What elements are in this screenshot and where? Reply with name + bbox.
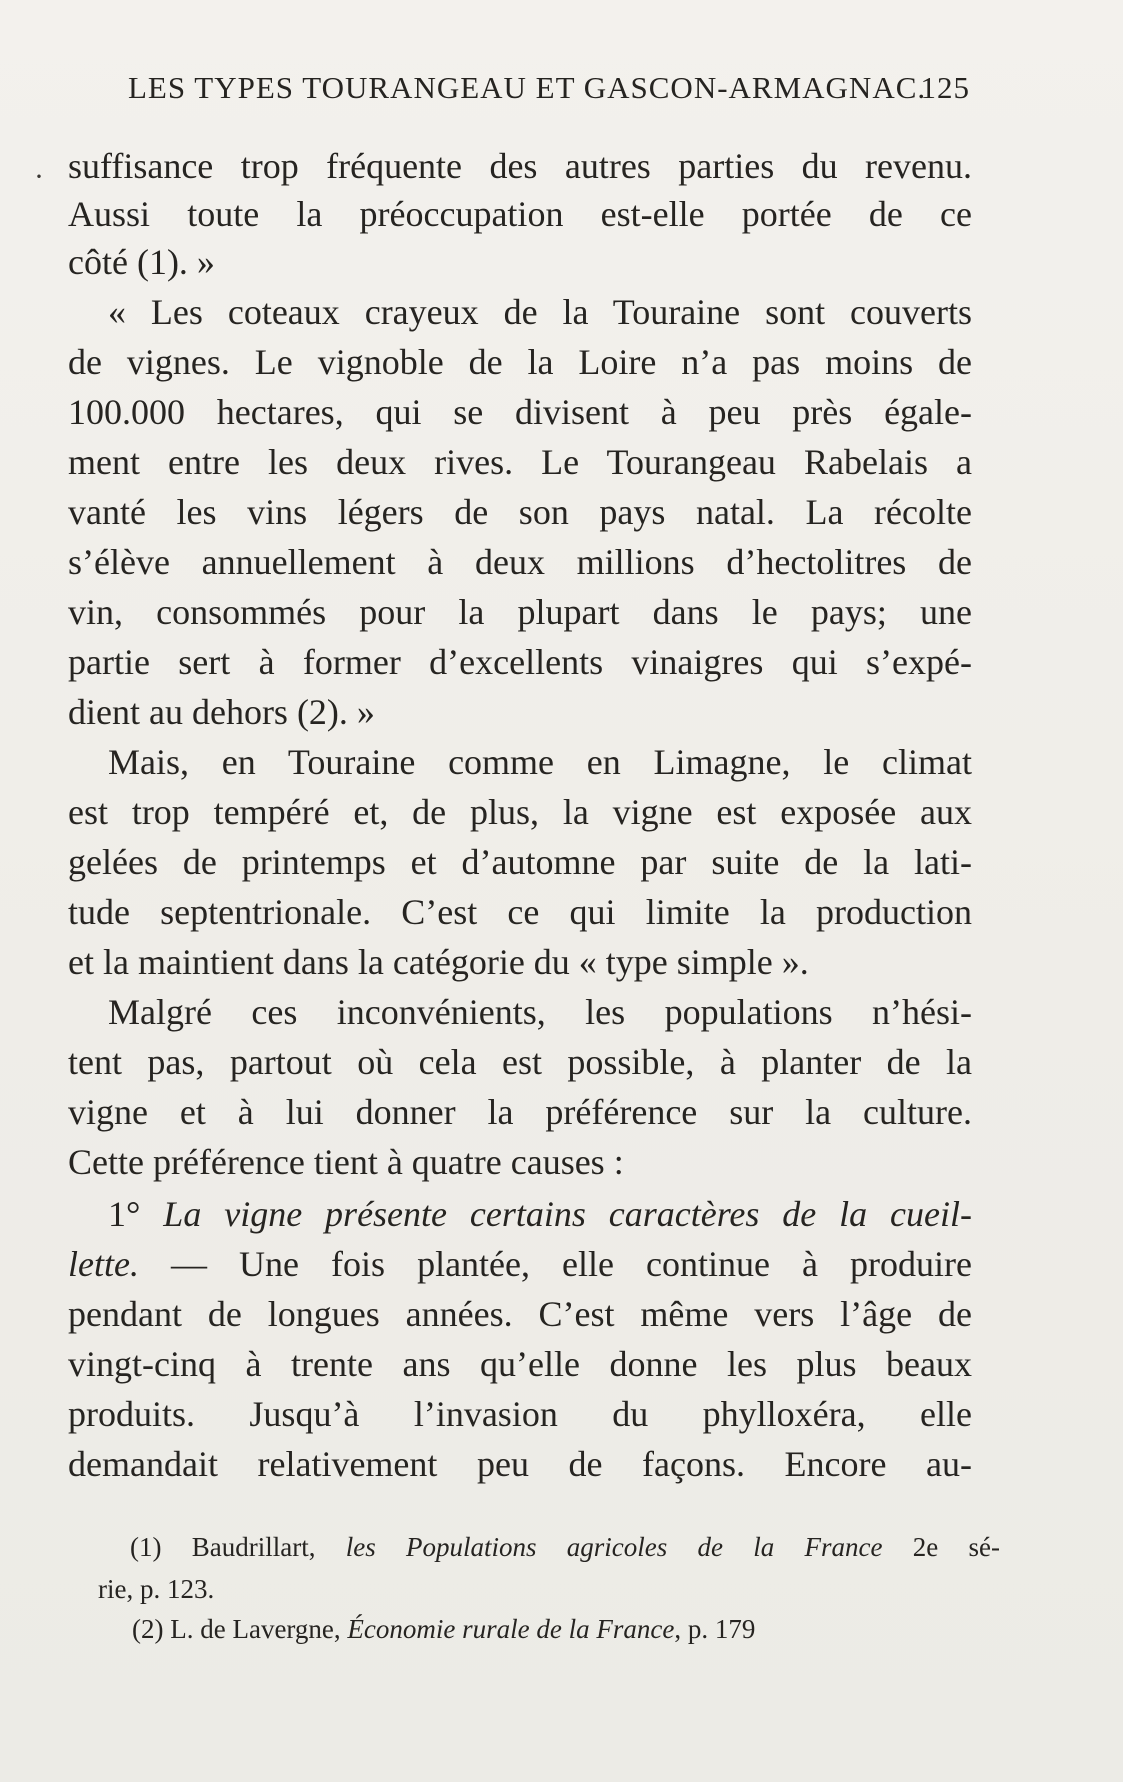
text-line: pendant de longues années. C’est même vers l’âge de [68,1294,972,1334]
text-line: « Les coteaux crayeux de la Touraine sont couverts [108,292,972,332]
cause-title: La vigne présente certains caractères de la cueil- [163,1194,972,1234]
footnote-rest: , p. 179 [674,1614,756,1644]
cause-number: 1° [108,1194,141,1234]
text-line: dient au dehors (2). » [68,692,375,732]
text-line: vanté les vins légers de son pays natal. La récolte [68,492,972,532]
text-line: tent pas, partout où cela est possible, à planter de la [68,1042,972,1082]
text-line: vingt-cinq à trente ans qu’elle donne les plus beaux [68,1344,972,1384]
margin-mark: · [34,160,44,193]
footnote-rest: 2e sé- [912,1532,1000,1562]
text-line: côté (1). » [68,242,215,282]
cause-text: — Une fois plantée, elle continue à produire [171,1244,972,1284]
footnote-2 [132,1616,755,1643]
cause-text-line [68,1246,972,1282]
text-line: tude septentrionale. C’est ce qui limite la production [68,892,972,932]
text-line: produits. Jusqu’à l’invasion du phylloxéra, elle [68,1394,972,1434]
text-line: Cette préférence tient à quatre causes : [68,1142,624,1182]
text-line: ment entre les deux rives. Le Tourangeau Rabelais a [68,442,972,482]
footnote-title: Économie rurale de la France [347,1614,675,1644]
footnote-author: Baudrillart, [191,1532,316,1562]
footnote-mark: (2) [132,1614,164,1644]
page-number: 125 [920,70,970,105]
text-line: Malgré ces inconvénients, les populations n’hési- [108,992,972,1032]
text-line: vigne et à lui donner la préférence sur la culture. [68,1092,972,1132]
text-line: s’élève annuellement à deux millions d’hectolitres de [68,542,972,582]
cause-title-cont: lette. [68,1244,139,1284]
running-header [128,70,970,112]
footnote-mark: (1) [130,1532,162,1562]
cause-heading-line [108,1196,972,1232]
running-title: LES TYPES TOURANGEAU ET GASCON-ARMAGNAC. [128,70,927,105]
text-line: gelées de printemps et d’automne par suite de la lati- [68,842,972,882]
text-line: partie sert à former d’excellents vinaigres qui s’expé- [68,642,972,682]
text-line: vin, consommés pour la plupart dans le pays; une [68,592,972,632]
footnote-1 [130,1534,1000,1561]
text-line: et la maintient dans la catégorie du « type simple ». [68,942,809,982]
text-line: Mais, en Touraine comme en Limagne, le climat [108,742,972,782]
text-line: suffisance trop fréquente des autres parties du revenu. [68,146,972,186]
footnote-1-continued: rie, p. 123. [98,1574,215,1604]
text-line: demandait relativement peu de façons. Encore au- [68,1444,972,1484]
text-line: 100.000 hectares, qui se divisent à peu près égale- [68,392,972,432]
text-line: Aussi toute la préoccupation est-elle portée de ce [68,194,972,234]
footnote-author: L. de Lavergne, [170,1614,341,1644]
text-line: de vignes. Le vignoble de la Loire n’a pas moins de [68,342,972,382]
footnote-title: les Populations agricoles de la France [345,1532,883,1562]
text-line: est trop tempéré et, de plus, la vigne est exposée aux [68,792,972,832]
